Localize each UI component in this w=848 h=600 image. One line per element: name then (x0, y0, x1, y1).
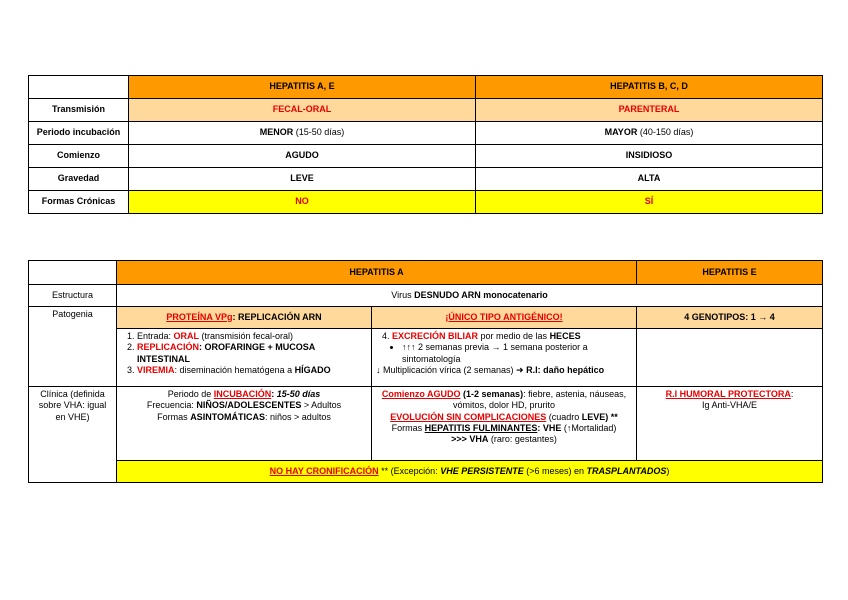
footer-red: NO HAY CRONIFICACIÓN (269, 465, 379, 476)
row-label-cronicas: Formas Crónicas (29, 191, 129, 214)
incubacion-ae (129, 122, 476, 145)
item4-bold: HECES (549, 331, 581, 341)
header-hepatitis-a: HEPATITIS A (117, 261, 637, 285)
antigenico-label: ¡ÚNICO TIPO ANTIGÉNICO! (445, 311, 563, 322)
list-item (392, 331, 632, 342)
mult-bold: ➜ R.I: daño hepático (516, 364, 605, 375)
footer-trasplant: TRASPLANTADOS (586, 465, 667, 476)
header-hepatitis-ae: HEPATITIS A, E (129, 76, 476, 99)
fulminantes-vhe: : VHE (537, 422, 562, 433)
evolucion-end: ) ** (605, 411, 618, 422)
empty-cell (637, 329, 823, 387)
cronificacion-footer (117, 461, 823, 483)
row-label-clinica: Clínica (definida sobre VHA: igual en VHE) (29, 387, 117, 483)
table-row (29, 387, 823, 461)
footer-end: ) (666, 465, 670, 476)
periodo-red: INCUBACIÓN (213, 389, 272, 399)
transmision-ae: FECAL-ORAL (129, 99, 476, 122)
hepatitis-comparison-table (28, 75, 823, 214)
list-item (137, 342, 367, 365)
evolucion-bold: LEVE (581, 411, 606, 422)
row-label-comienzo: Comienzo (29, 145, 129, 168)
multiplicacion-line (376, 365, 632, 376)
frecuencia-line (121, 400, 367, 411)
row-label-gravedad: Gravedad (29, 168, 129, 191)
header-hepatitis-bcd: HEPATITIS B, C, D (476, 76, 823, 99)
comienzo-bcd: INSIDIOSO (476, 145, 823, 168)
table-row (29, 461, 823, 483)
comienzo-line (376, 389, 632, 412)
frecuencia-pre: Frecuencia: (146, 400, 197, 411)
gravedad-bcd: ALTA (476, 168, 823, 191)
footer-persist: VHE PERSISTENTE (440, 465, 524, 476)
genotipos-cell: 4 GENOTIPOS: 1 → 4 (637, 307, 823, 329)
evolucion-red: EVOLUCIÓN SIN COMPLICACIONES (390, 411, 547, 422)
cronicas-bcd: SÍ (476, 191, 823, 214)
transmision-bcd: PARENTERAL (476, 99, 823, 122)
excrecion-bullet-list (376, 342, 632, 365)
estructura-pre: Virus (391, 289, 415, 300)
comienzo-ae: AGUDO (129, 145, 476, 168)
vha-rest: (raro: gestantes) (488, 434, 557, 444)
table-row (29, 168, 823, 191)
item4-rest: por medio de las (478, 331, 550, 341)
vha-line (376, 434, 632, 445)
vha-bold: >>> VHA (451, 434, 489, 444)
item3-bold: HÍGADO (294, 364, 331, 375)
comienzo-red: Comienzo AGUDO (381, 389, 461, 399)
patogenia-steps-1-3 (117, 329, 372, 387)
footer-pre: ** (Excepción: (378, 465, 441, 476)
periodo-line (121, 389, 367, 400)
mult-pre: ↓ Multiplicación vírica (2 semanas) (376, 364, 517, 375)
incubacion-ae-range: (15-50 días) (293, 127, 345, 138)
item1-pre: Entrada: (137, 331, 174, 341)
table-row (29, 99, 823, 122)
row-label-transmision: Transmisión (29, 99, 129, 122)
fulminantes-line (376, 423, 632, 434)
item1-rest: (transmisión fecal-oral) (199, 331, 294, 341)
patogenia-list (121, 331, 367, 376)
empty-corner-cell (29, 76, 129, 99)
item2-red: REPLICACIÓN (137, 342, 200, 353)
table-row (29, 307, 823, 329)
item2-rest: : OROFARINGE + MUCOSA INTESTINAL (137, 342, 315, 364)
formas-line (121, 412, 367, 423)
cronicas-ae: NO (129, 191, 476, 214)
clinica-col-e (637, 387, 823, 461)
table-row (29, 122, 823, 145)
item4-red: EXCRECIÓN BILIAR (392, 331, 479, 341)
gravedad-ae: LEVE (129, 168, 476, 191)
table-row (29, 329, 823, 387)
patogenia-list-cont (376, 331, 632, 342)
table-row (29, 191, 823, 214)
patogenia-step-4 (372, 329, 637, 387)
ri-line (641, 389, 818, 400)
evolucion-rest: (cuadro (546, 411, 582, 422)
formas-rest: : niños > adultos (265, 411, 331, 422)
row-label-patogenia: Patogenia (29, 307, 117, 387)
frecuencia-bold: NIÑOS/ADOLESCENTES (196, 400, 302, 411)
list-item: • ↑↑↑ 2 semanas previa → 1 semana posterior a sintomatología (402, 342, 632, 365)
periodo-colon: : (271, 389, 277, 399)
fulminantes-pre: Formas (391, 422, 425, 433)
estructura-value (117, 285, 823, 307)
periodo-pre: Periodo de (167, 389, 214, 399)
periodo-value: 15-50 días (276, 389, 321, 399)
footer-mid: (>6 meses) en (523, 465, 587, 476)
list-item (137, 331, 367, 342)
antigenico-cell (372, 307, 637, 329)
table-header-row (29, 76, 823, 99)
formas-pre: Formas (157, 411, 191, 422)
list-item (137, 365, 367, 376)
table-row (29, 285, 823, 307)
table-row (29, 145, 823, 168)
incubacion-bcd-range: (40-150 días) (637, 127, 694, 138)
proteina-cell (117, 307, 372, 329)
fulminantes-bold: HEPATITIS FULMINANTES (424, 422, 538, 433)
ri-value: Ig Anti-VHA/E (701, 400, 758, 411)
incubacion-bcd (476, 122, 823, 145)
hepatitis-a-e-table (28, 260, 823, 483)
incubacion-ae-value: MENOR (259, 127, 294, 138)
ri-colon: : (790, 389, 794, 399)
frecuencia-rest: > Adultos (301, 400, 342, 411)
evolucion-line (376, 412, 632, 423)
row-label-incubacion: Periodo incubación (29, 122, 129, 145)
estructura-bold: DESNUDO ARN monocatenario (414, 289, 548, 300)
item3-rest: : diseminación hematógena a (174, 364, 295, 375)
replicacion-label: : REPLICACIÓN ARN (232, 311, 322, 322)
ri-red: R.I HUMORAL PROTECTORA (665, 389, 791, 399)
formas-bold: ASINTOMÁTICAS (190, 411, 266, 422)
header-hepatitis-e: HEPATITIS E (637, 261, 823, 285)
fulminantes-rest: (↑Mortalidad) (561, 422, 617, 433)
clinica-col-b (372, 387, 637, 461)
table-header-row (29, 261, 823, 285)
comienzo-bold: (1-2 semanas) (460, 389, 524, 399)
comienzo-rest: : fiebre, astenia, náuseas, vómitos, dolor HD, prurito (452, 389, 627, 411)
row-label-estructura: Estructura (29, 285, 117, 307)
incubacion-bcd-value: MAYOR (604, 127, 638, 138)
proteina-label: PROTEÍNA VPg (166, 311, 233, 322)
item1-red: ORAL (173, 331, 200, 341)
clinica-col-a (117, 387, 372, 461)
empty-corner-cell (29, 261, 117, 285)
item3-red: VIREMIA (137, 364, 175, 375)
